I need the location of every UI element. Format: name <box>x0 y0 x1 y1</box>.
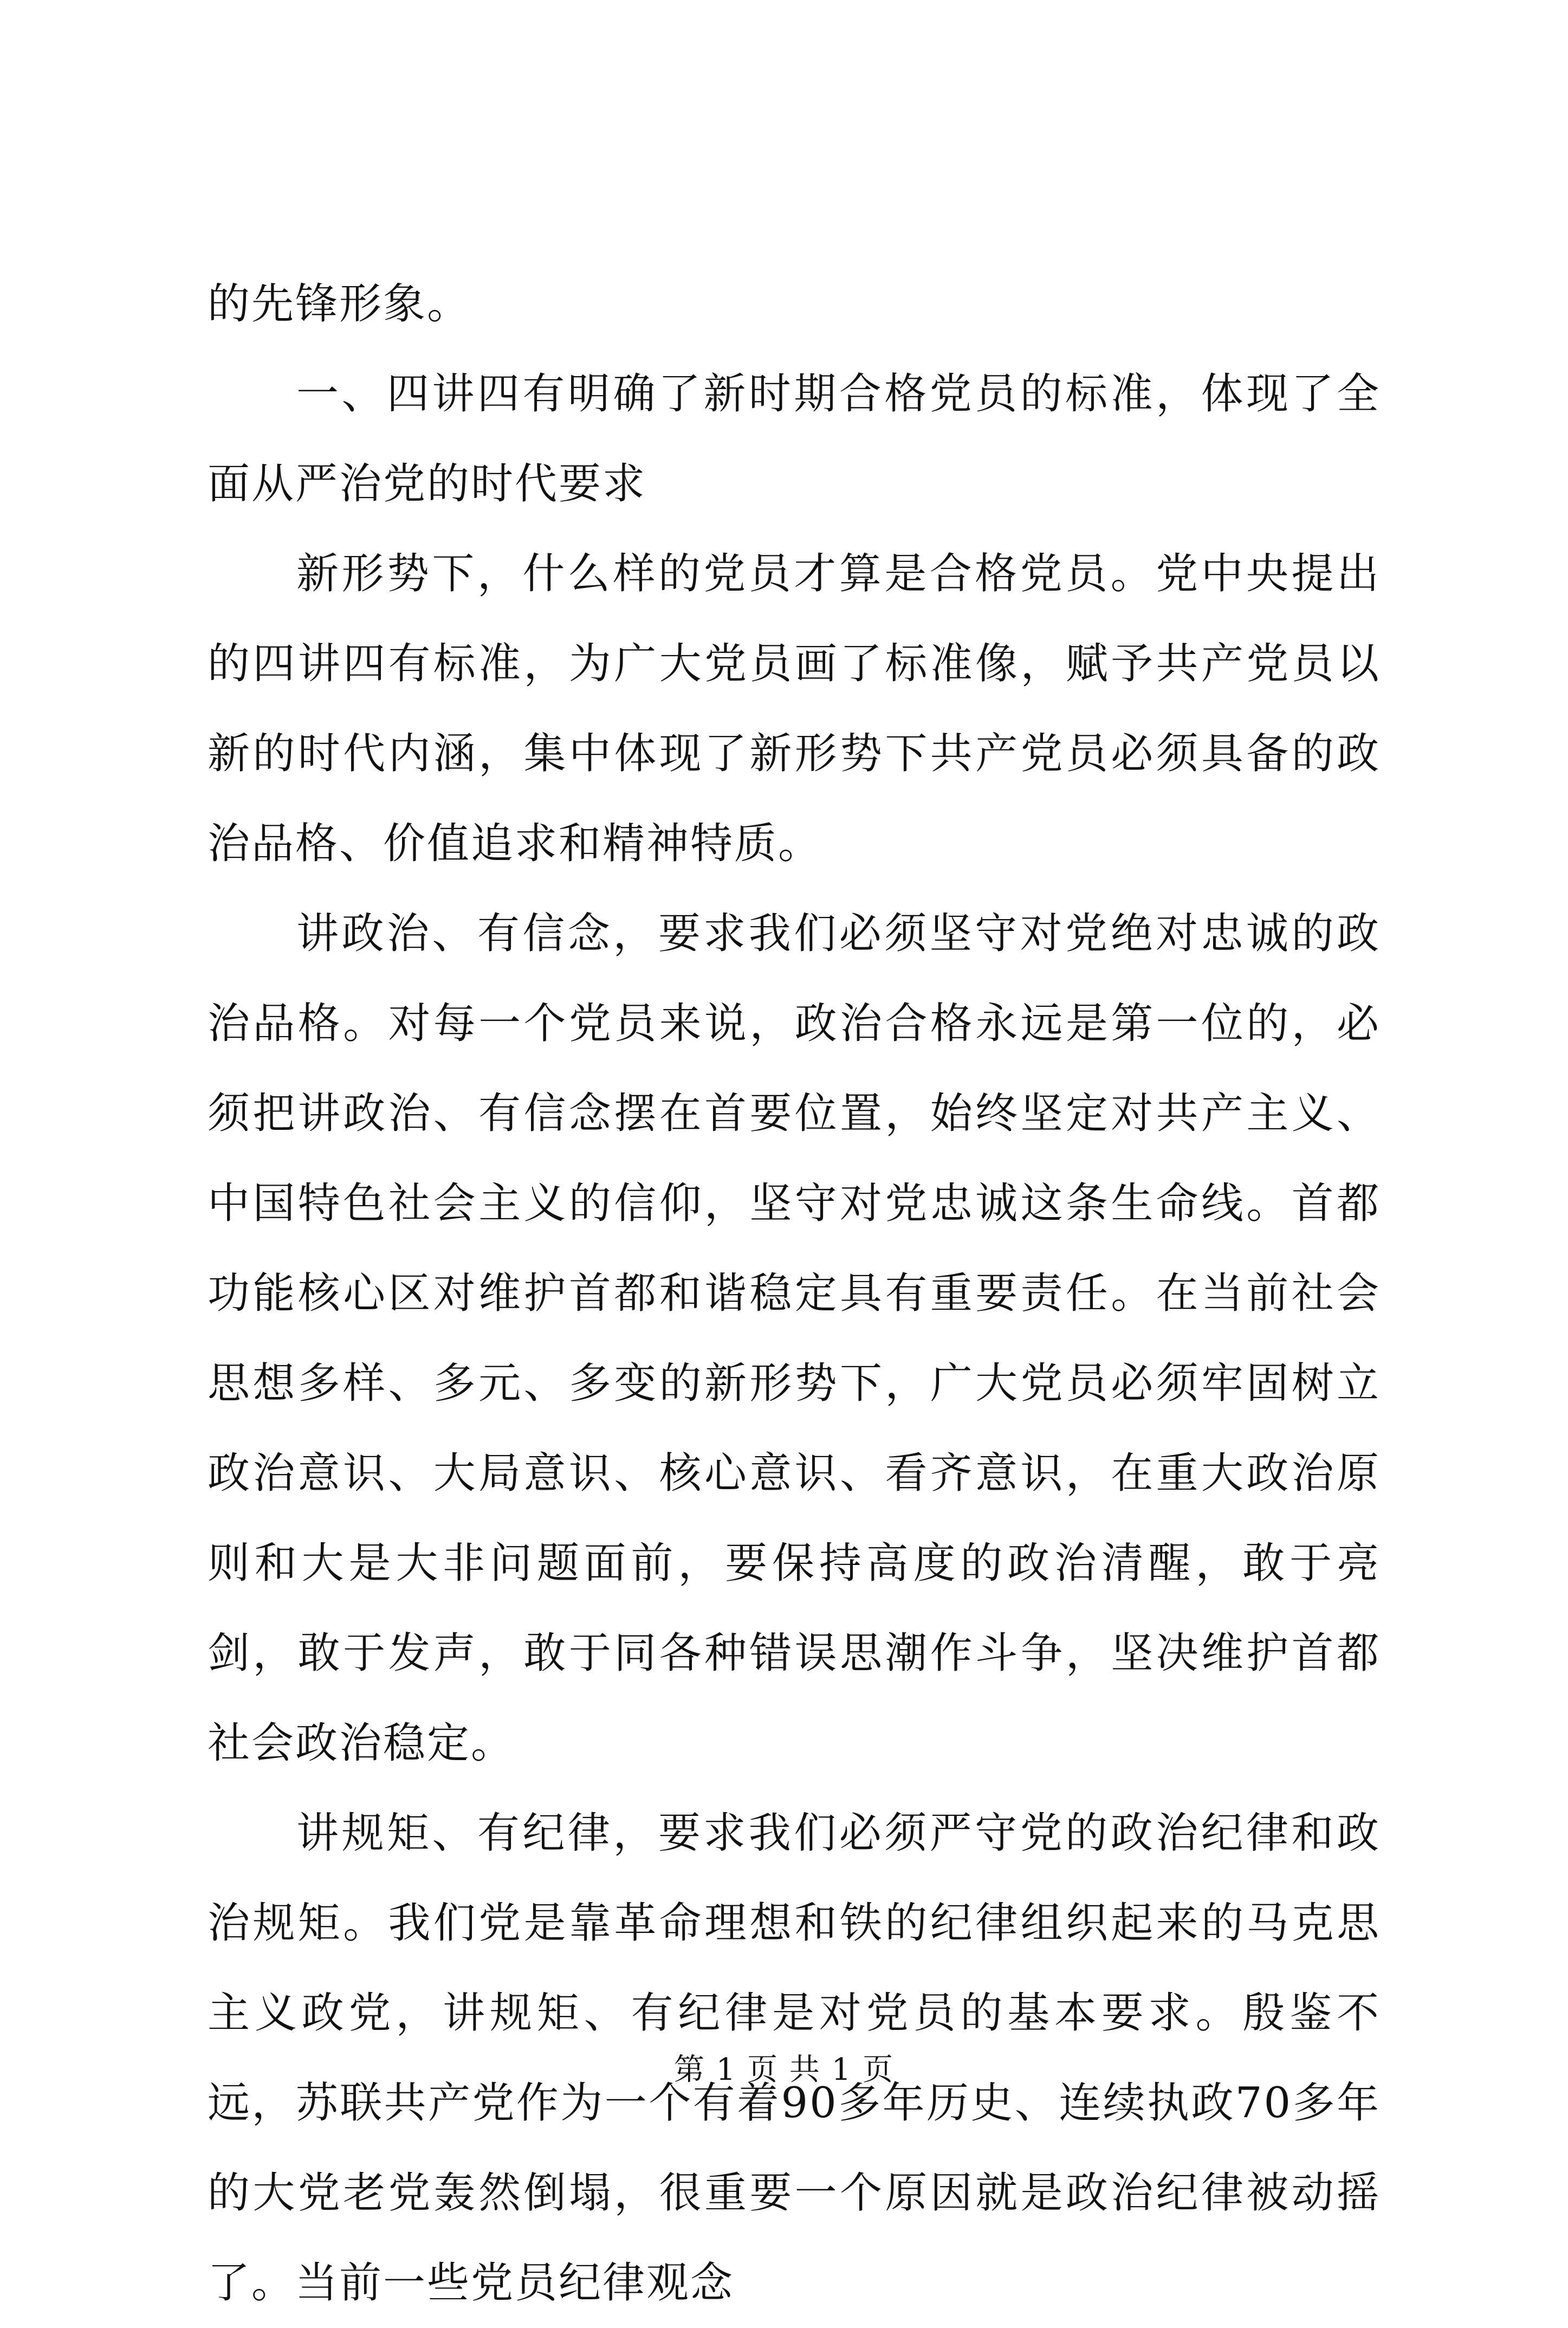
section-heading: 一、四讲四有明确了新时期合格党员的标准，体现了全面从严治党的时代要求 <box>208 370 1381 508</box>
page-number-footer: 第 1 页 共 1 页 <box>673 2052 895 2087</box>
paragraph-continuation: 的先锋形象。 <box>208 280 471 328</box>
document-body <box>208 259 1381 2328</box>
paragraph: 讲政治、有信念，要求我们必须坚守对党绝对忠诚的政治品格。对每一个党员来说，政治合格永远是第一位的，必须把讲政治、有信念摆在首要位置，始终坚定对共产主义、中国特色社会主义的信仰，坚守对党忠诚这条生命线。首都功能核心区对维护首都和谐稳定具有重要责任。在当前社会思想多样、多元、多变的新形势下，广大党员必须牢固树立政治意识、大局意识、核心意识、看齐意识，在重大政治原则和大是大非问题面前，要保持高度的政治清醒，敢于亮剑，敢于发声，敢于同各种错误思潮作斗争，坚决维护首都社会政治稳定。 <box>208 909 1381 1768</box>
paragraph: 新形势下，什么样的党员才算是合格党员。党中央提出的四讲四有标准，为广大党员画了标准像，赋予共产党员以新的时代内涵，集中体现了新形势下共产党员必须具备的政治品格、价值追求和精神特质。 <box>208 549 1381 868</box>
paragraph: 讲规矩、有纪律，要求我们必须严守党的政治纪律和政治规矩。我们党是靠革命理想和铁的纪律组织起来的马克思主义政党，讲规矩、有纪律是对党员的基本要求。殷鉴不远，苏联共产党作为一个有着90多年历史、连续执政70多年的大党老党轰然倒塌，很重要一个原因就是政治纪律被动摇了。当前一些党员纪律观念 <box>208 1809 1381 2307</box>
